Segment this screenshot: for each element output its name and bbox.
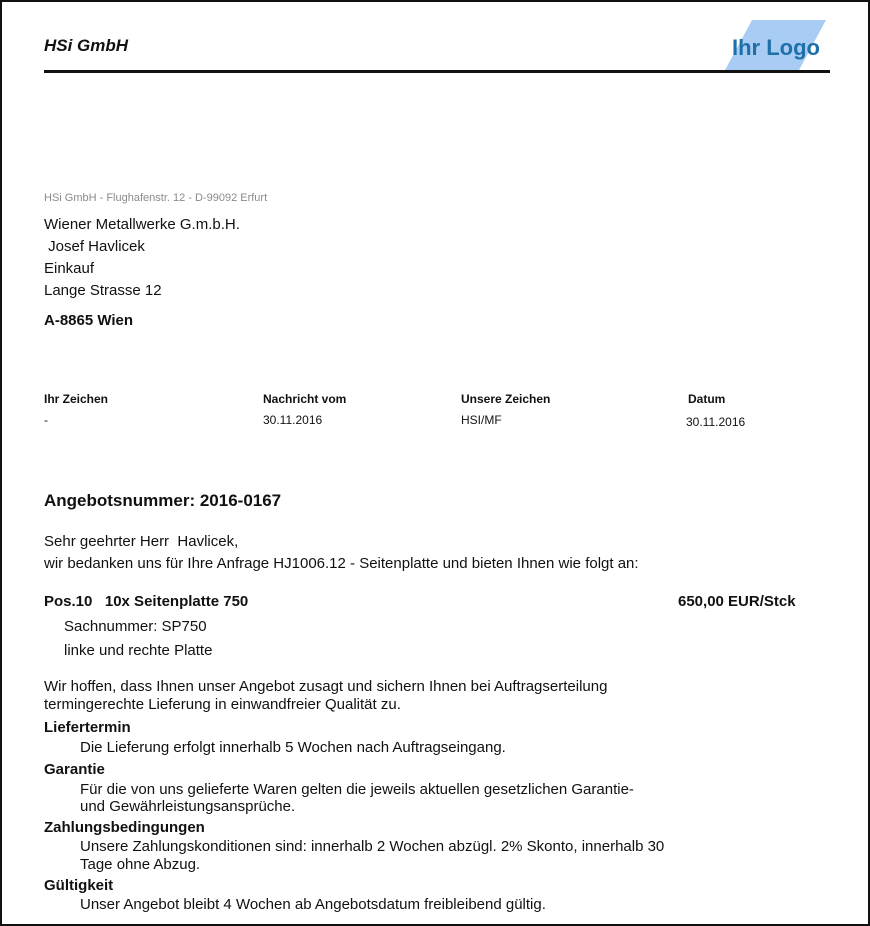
position-part-number: Sachnummer: SP750 — [64, 618, 207, 635]
ref-datum-label: Datum — [688, 392, 726, 406]
zahlung-text-2: Tage ohne Abzug. — [80, 856, 201, 873]
position-price: 650,00 EUR/Stck — [678, 593, 796, 610]
zahlung-text-1: Unsere Zahlungskonditionen sind: innerhalb 2 Wochen abzügl. 2% Skonto, innerhalb 30 — [80, 838, 665, 855]
ref-unsere-zeichen-value: HSI/MF — [461, 413, 502, 427]
zahlung-heading: Zahlungsbedingungen — [44, 819, 205, 836]
closing-line-1: Wir hoffen, dass Ihnen unser Angebot zusagt und sichern Ihnen bei Auftragserteilung — [44, 678, 608, 695]
closing-line-2: termingerechte Lieferung in einwandfreier Qualität zu. — [44, 696, 401, 713]
company-logo — [724, 20, 826, 72]
offer-number-heading: Angebotsnummer: 2016-0167 — [44, 491, 282, 510]
recipient-street: Lange Strasse 12 — [44, 282, 162, 299]
position-description: linke und rechte Platte — [64, 642, 213, 659]
liefertermin-text: Die Lieferung erfolgt innerhalb 5 Wochen nach Auftragseingang. — [80, 739, 506, 756]
ref-nachricht-label: Nachricht vom — [263, 392, 347, 406]
recipient-city: A-8865 Wien — [44, 312, 134, 329]
greeting: Sehr geehrter Herr Havlicek, — [44, 533, 239, 550]
logo-text: Ihr Logo — [732, 35, 820, 60]
ref-ihr-zeichen-label: Ihr Zeichen — [44, 392, 109, 406]
header-divider — [44, 70, 830, 73]
ref-nachricht-value: 30.11.2016 — [263, 413, 323, 427]
ref-ihr-zeichen-value: - — [44, 413, 48, 427]
garantie-text-1: Für die von uns gelieferte Waren gelten die jeweils aktuellen gesetzlichen Garantie- — [80, 781, 634, 798]
recipient-person: Josef Havlicek — [44, 238, 145, 255]
intro-text: wir bedanken uns für Ihre Anfrage HJ1006.12 - Seitenplatte und bieten Ihnen wie folgt an: — [44, 555, 639, 572]
ref-datum-value: 30.11.2016 — [686, 415, 746, 429]
recipient-department: Einkauf — [44, 260, 95, 277]
sender-return-address: HSi GmbH - Flughafenstr. 12 - D-99092 Erfurt — [44, 192, 268, 204]
gueltigkeit-heading: Gültigkeit — [44, 877, 114, 894]
garantie-heading: Garantie — [44, 761, 105, 778]
recipient-company: Wiener Metallwerke G.m.b.H. — [44, 216, 240, 233]
ref-unsere-zeichen-label: Unsere Zeichen — [461, 392, 551, 406]
garantie-text-2: und Gewährleistungsansprüche. — [80, 798, 296, 815]
liefertermin-heading: Liefertermin — [44, 719, 131, 736]
position-title: Pos.10 10x Seitenplatte 750 — [44, 593, 249, 610]
company-name: HSi GmbH — [44, 36, 129, 55]
gueltigkeit-text: Unser Angebot bleibt 4 Wochen ab Angebotsdatum freibleibend gültig. — [80, 896, 546, 913]
